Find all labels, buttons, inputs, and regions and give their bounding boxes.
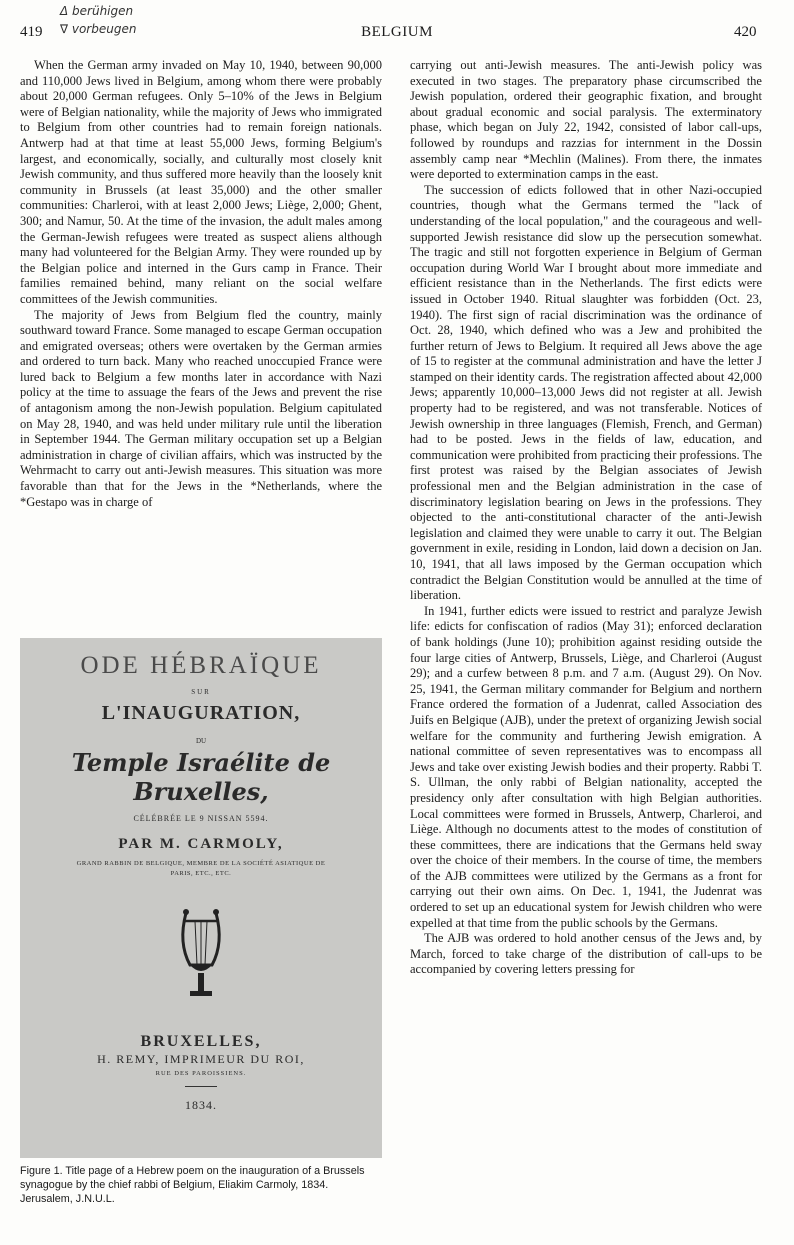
left-column — [20, 58, 382, 510]
figure-temple: Temple Israélite de Bruxelles, — [71, 748, 331, 806]
paragraph: carrying out anti-Jewish measures. The anti-Jewish policy was executed in two stages. The preparatory phase circumscribed the Jewish population, ordered their geographic fixation, and brought about gradual economic and social paralysis. The exterminatory phase, which began on July 22, 1942, consisted of labor call-ups, followed by roundups and razzias for internment in the Dossin assembly camp near *Mechlin (Malines). From there, the inmates were deported to extermination camps in the east. — [410, 58, 762, 182]
figure-celebre: CÉLÉBRÉE LE 9 NISSAN 5594. — [133, 814, 269, 823]
figure-inauguration: L'INAUGURATION, — [101, 702, 301, 724]
figure-city: BRUXELLES, — [140, 1033, 262, 1050]
figure-author-title-2: PARIS, ETC., ETC. — [170, 870, 232, 877]
figure-caption: Figure 1. Title page of a Hebrew poem on the inauguration of a Brussels synagogue by the chief rabbi of Belgium, Eliakim Carmoly, 1834. Jerusalem, J.N.U.L. — [20, 1165, 365, 1205]
paragraph: The succession of edicts followed that in other Nazi-occupied countries, though what the Germans termed the "lack of understanding of the local population," and the courageous and well-supported Jewish resistance did slow up the persecution somewhat. The tragic and still not forgotten experience in Belgium of German occupation during World War I brought about more immediate and efficient resistance than in the Netherlands. The first edicts were issued in October 1940. Ritual slaughter was forbidden (Oct. 23, 1940). The first sign of racial discrimination was the ordinance of Oct. 28, 1940, which defined who was a Jew and prohibited the further return of Jews to Belgium. It required all Jews above the age of 15 to register at the communal administration and have the letter J stamped on their identity cards. The registration affected about 42,000 Jews; apparently 10,000–13,000 Jews did not register at all. Jewish property had to be registered, and was not transferable. Notices of Jewish ownership in three languages (Flemish, French, and German) had to be posted. Jews in the fields of law, education, and communication were prohibited from practicing their professions. The first protest was raised by the Belgian associates of Jewish professional men and the Belgian administration in the case of discriminatory legislation bearing on Jews in the professions. They objected to the anti-constitutional character of the anti-Jewish legislation and claimed they were unable to carry it out. The Belgian government in exile, residing in London, laid down a decision on Jan. 10, 1941, that all laws imposed by the German occupation which contradict the Belgian Constitution would be annulled at the time of liberation. — [410, 182, 762, 603]
paragraph: In 1941, further edicts were issued to restrict and paralyze Jewish life: edicts for confiscation of radios (May 31); enforced declaration of bank holdings (June 10); prohibition against residing outside the four large cities of Antwerp, Brussels, Liège, and Charleroi (August 29); and a curfew between 8 p.m. and 7 a.m. (August 29). On Nov. 25, 1941, the German military commander for Belgium and northern France ordered the formation of a Judenrat, called Association des Juifs en Belgique (AJB), under the pretext of organizing Jewish social welfare for the community and furthering Jewish emigration. A national committee of seven representatives was to encompass all Jews and take over existing Jewish bodies and their property. Rabbi T. S. Ullman, the only rabbi of Belgian nationality, accepted the presidency only after consultation with high Belgian authorities. Local committees were formed in Brussels, Antwerp, Charleroi, and Liège. Although no documents attest to the modes of constitution of these committees, there are indications that the Germans held sway over the choice of their members. In the course of time, the members of the AJB committees were utilized by the Germans as a front for carrying out their own aims. On Dec. 1, 1941, the Judenrat was ordered to set up an educational system for Jewish children who were expelled at that time from the public schools by the Germans. — [410, 603, 762, 930]
figure-rule — [185, 1086, 217, 1087]
figure-printer: H. REMY, IMPRIMEUR DU ROI, — [97, 1052, 305, 1066]
page-number-right: 420 — [734, 24, 757, 40]
figure-street: RUE DES PAROISSIENS. — [155, 1070, 247, 1077]
figure-title-page — [20, 638, 382, 1158]
figure-sur: SUR — [191, 688, 211, 696]
lyre-icon — [176, 903, 226, 1003]
right-column — [410, 58, 762, 978]
paragraph: The AJB was ordered to hold another census of the Jews and, by March, forced to take charge of the distribution of call-ups to be accompanied by covering letters pressing for — [410, 931, 762, 977]
handwritten-note-2: ∇ vorbeugen — [60, 22, 137, 36]
running-head: BELGIUM — [361, 24, 433, 40]
paragraph: When the German army invaded on May 10, 1940, between 90,000 and 110,000 Jews lived in Belgium, among whom there were probably about 20,000 German refugees. Only 5–10% of the Jews in Belgium were of Belgian nationality, while the majority of Jews who immigrated to Belgium from other countries had to remain foreign nationals. Antwerp had at that time at least 55,000 Jews, forming Belgium's largest, and economically, socially, and culturally most closely knit Jewish community, and thus suffered more heavily than the loosely knit community in Brussels (at least 35,000) and the other smaller communities: Charleroi, with at least 2,000 Jews; Liège, 2,000; Ghent, 300; and Namur, 50. At the time of the invasion, the adult males among the German-Jewish refugees were treated as suspect aliens although many had volunteered for the Belgian Army. They were rounded up by the Belgian police and interned in the Gurs camp in France. Their families remained behind, many reliant on the social welfare committees of the Jewish communities. — [20, 58, 382, 306]
paragraph: The majority of Jews from Belgium fled the country, mainly southward toward France. Some managed to escape German occupation and emigrated overseas; others were overtaken by the German armies and ordered to turn back. Many who reached unoccupied France were lured back to Belgium a few months later in accordance with Nazi policy at the time to assuage the fears of the Jews and prevent the rise of antagonism among the non-Jewish population. Belgium capitulated on May 28, 1940, and was held under military rule until the liberation in September 1944. The German military occupation set up a Belgian administration in charge of civilian affairs, which was instructed by the Wehrmacht to carry out anti-Jewish measures. This situation was more favorable than that for the Jews in the *Netherlands, where the *Gestapo was in charge of — [20, 307, 382, 509]
figure-year: 1834. — [185, 1098, 217, 1112]
handwritten-note-1: Δ berühigen — [60, 4, 134, 18]
page-number-left: 419 — [20, 24, 43, 40]
figure-author-title-1: GRAND RABBIN DE BELGIQUE, MEMBRE DE LA SOCIÉTÉ ASIATIQUE DE — [76, 860, 326, 867]
figure-author: PAR M. CARMOLY, — [118, 836, 284, 852]
figure-ode-title: ODE HÉBRAÏQUE — [80, 652, 322, 679]
figure-du: DU — [195, 737, 207, 745]
